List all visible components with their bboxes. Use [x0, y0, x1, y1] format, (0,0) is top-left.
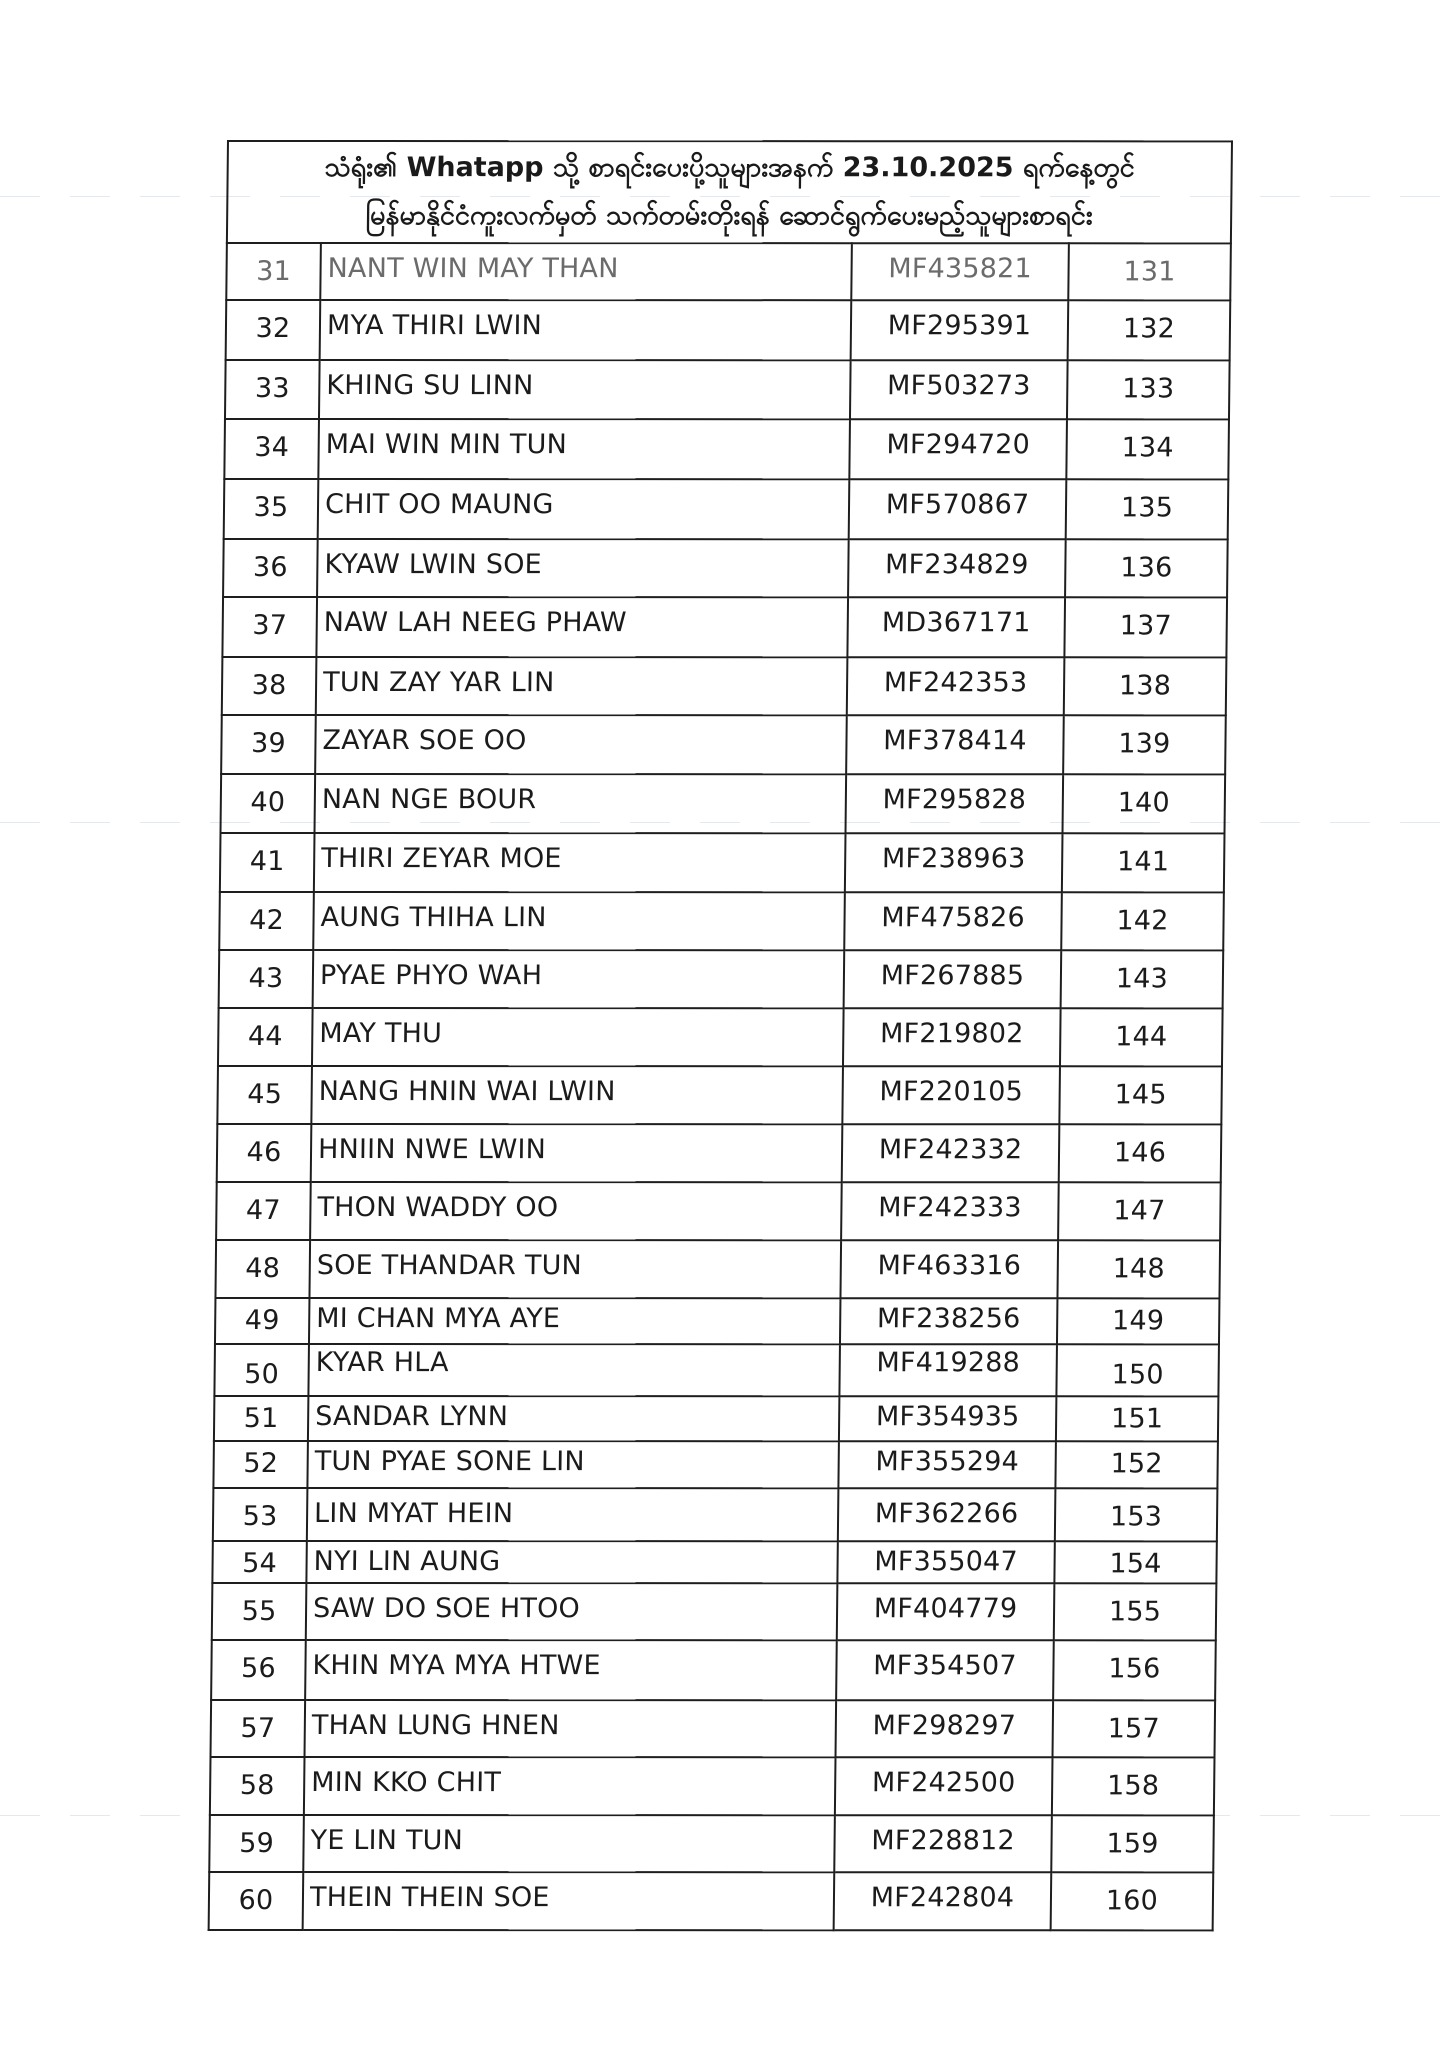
name-cell — [307, 1441, 839, 1488]
name-cell — [316, 657, 848, 715]
name-text: CHIT OO MAUNG — [324, 489, 554, 521]
passport-number-text: MF435821 — [888, 253, 1033, 285]
sequence-number-cell — [1059, 1124, 1222, 1182]
sequence-number-cell — [1067, 360, 1230, 419]
sequence-number-text: 150 — [1111, 1359, 1164, 1391]
table-row — [221, 715, 1226, 774]
name-text: MAI WIN MIN TUN — [325, 429, 568, 461]
name-text: NAW LAH NEEG PHAW — [323, 607, 627, 639]
row-number-cell — [215, 1240, 310, 1298]
row-number-cell — [211, 1640, 306, 1700]
passport-number-cell — [843, 1008, 1061, 1066]
table-row — [215, 1240, 1220, 1298]
row-number-text: 52 — [243, 1448, 279, 1480]
row-number-cell — [212, 1583, 307, 1640]
name-cell — [308, 1396, 839, 1441]
row-number-text: 42 — [248, 905, 285, 937]
sequence-number-cell — [1064, 597, 1227, 657]
name-text: THEIN THEIN SOE — [309, 1882, 550, 1914]
sequence-number-text: 156 — [1108, 1653, 1161, 1685]
sequence-number-text: 143 — [1115, 963, 1169, 995]
sequence-number-text: 142 — [1116, 905, 1169, 937]
table-row — [213, 1441, 1218, 1488]
passport-number-text: MF298297 — [872, 1710, 1017, 1742]
passport-number-cell — [842, 1124, 1060, 1182]
row-number-cell — [221, 715, 316, 774]
name-text: LIN MYAT HEIN — [313, 1498, 514, 1530]
sequence-number-cell — [1054, 1541, 1216, 1583]
sequence-number-text: 159 — [1106, 1828, 1159, 1860]
sequence-number-cell — [1054, 1583, 1217, 1640]
row-number-text: 55 — [241, 1596, 277, 1628]
passport-number-cell — [845, 833, 1063, 892]
name-text: AUNG THIHA LIN — [320, 902, 547, 934]
sequence-number-cell — [1052, 1757, 1215, 1815]
table-row — [212, 1541, 1216, 1583]
row-number-cell — [222, 657, 317, 715]
passport-number-cell — [838, 1441, 1056, 1488]
passport-number-text: MF354935 — [875, 1401, 1020, 1433]
sequence-number-cell — [1055, 1488, 1218, 1541]
row-number-text: 51 — [243, 1403, 279, 1435]
passport-number-text: MF267885 — [880, 960, 1025, 992]
title-line-1: သံရုံး၏ Whatapp သို့ စာရင်းပေးပို့သူများအနက် 23.10.2025 ရက်နေ့တွင် — [324, 152, 1135, 184]
sequence-number-cell — [1066, 479, 1229, 539]
sequence-number-cell — [1059, 1066, 1222, 1124]
passport-number-cell — [849, 419, 1067, 479]
passport-number-cell — [847, 657, 1065, 715]
passport-number-cell — [836, 1640, 1054, 1700]
name-cell — [306, 1541, 837, 1583]
sequence-number-cell — [1068, 300, 1231, 360]
passport-number-text: MF228812 — [871, 1825, 1016, 1857]
table-row — [224, 479, 1229, 539]
sequence-number-cell — [1051, 1872, 1214, 1930]
table-row — [219, 950, 1224, 1008]
table-row — [223, 539, 1228, 597]
name-cell — [304, 1757, 836, 1815]
passport-number-text: MF295828 — [882, 784, 1027, 816]
passport-number-cell — [839, 1344, 1057, 1396]
passport-number-text: MF220105 — [879, 1076, 1024, 1108]
passport-number-text: MF475826 — [881, 902, 1026, 934]
row-number-text: 50 — [244, 1359, 280, 1391]
row-number-cell — [209, 1815, 304, 1872]
row-number-cell — [213, 1441, 308, 1488]
roster-table-wrapper — [208, 140, 1229, 1931]
sequence-number-cell — [1062, 774, 1225, 833]
passport-number-text: MF234829 — [884, 549, 1029, 581]
passport-number-cell — [834, 1815, 1052, 1872]
name-cell — [320, 243, 852, 300]
passport-number-text: MF355294 — [875, 1446, 1020, 1478]
name-cell — [307, 1488, 839, 1541]
name-cell — [303, 1815, 835, 1872]
passport-number-text: MF362266 — [874, 1498, 1019, 1530]
row-number-text: 45 — [247, 1079, 283, 1111]
name-cell — [315, 774, 847, 833]
passport-number-text: MF242332 — [878, 1134, 1023, 1166]
name-text: KYAR HLA — [315, 1347, 449, 1379]
sequence-number-text: 155 — [1108, 1596, 1162, 1628]
sequence-number-text: 144 — [1115, 1021, 1168, 1053]
passport-number-text: MF242353 — [883, 667, 1028, 699]
passport-number-cell — [834, 1872, 1052, 1930]
passport-number-cell — [835, 1700, 1053, 1757]
sequence-number-text: 140 — [1117, 787, 1171, 819]
row-number-cell — [222, 597, 317, 657]
row-number-text: 58 — [239, 1770, 275, 1802]
row-number-text: 35 — [253, 492, 289, 524]
row-number-text: 44 — [247, 1021, 283, 1053]
sequence-number-cell — [1053, 1640, 1216, 1700]
sequence-number-text: 157 — [1107, 1713, 1161, 1745]
sequence-number-cell — [1063, 715, 1226, 774]
table-title-row — [227, 141, 1232, 243]
passport-number-cell — [850, 360, 1068, 419]
row-number-cell — [226, 300, 321, 360]
passport-number-text: MF419288 — [876, 1347, 1021, 1379]
name-text: THIRI ZEYAR MOE — [321, 843, 562, 875]
sequence-number-cell — [1060, 1008, 1223, 1066]
sequence-number-text: 137 — [1119, 610, 1172, 642]
name-text: MAY THU — [319, 1018, 443, 1050]
table-row — [217, 1066, 1222, 1124]
passport-number-text: MF242804 — [870, 1882, 1015, 1914]
table-row — [209, 1872, 1214, 1930]
sequence-number-cell — [1065, 539, 1228, 597]
name-cell — [319, 360, 851, 419]
sequence-number-cell — [1056, 1396, 1218, 1441]
passport-number-text: MF242500 — [871, 1767, 1016, 1799]
row-number-text: 48 — [245, 1253, 281, 1285]
row-number-cell — [210, 1757, 305, 1815]
sequence-number-text: 141 — [1116, 846, 1170, 878]
sequence-number-text: 138 — [1118, 670, 1172, 702]
passport-number-cell — [847, 597, 1065, 657]
passport-number-text: MF354507 — [873, 1650, 1017, 1682]
table-row — [217, 1124, 1222, 1182]
row-number-cell — [214, 1396, 308, 1441]
row-number-cell — [214, 1344, 309, 1396]
sequence-number-text: 154 — [1109, 1548, 1162, 1580]
passport-number-cell — [851, 300, 1069, 360]
table-row — [226, 300, 1231, 360]
name-text: PYAE PHYO WAH — [319, 960, 543, 992]
table-row — [214, 1344, 1219, 1396]
row-number-text: 34 — [254, 432, 290, 464]
name-text: NYI LIN AUNG — [313, 1546, 501, 1578]
table-row — [218, 1008, 1223, 1066]
row-number-text: 54 — [242, 1548, 278, 1580]
sequence-number-cell — [1056, 1344, 1219, 1396]
name-text: NANT WIN MAY THAN — [327, 253, 619, 285]
passport-number-cell — [840, 1298, 1057, 1344]
row-number-text: 40 — [250, 787, 286, 819]
sequence-number-cell — [1068, 243, 1231, 300]
name-text: KHIN MYA MYA HTWE — [312, 1650, 601, 1682]
row-number-cell — [215, 1298, 309, 1344]
sequence-number-cell — [1057, 1240, 1220, 1298]
row-number-text: 37 — [252, 610, 288, 642]
name-text: SOE THANDAR TUN — [316, 1250, 583, 1282]
name-text: SANDAR LYNN — [315, 1401, 509, 1433]
passport-number-text: MF295391 — [887, 310, 1032, 342]
passport-number-cell — [845, 774, 1063, 833]
passport-number-cell — [844, 950, 1062, 1008]
passport-number-text: MF570867 — [885, 489, 1030, 521]
sequence-number-cell — [1052, 1700, 1215, 1757]
passport-number-cell — [837, 1541, 1054, 1583]
name-cell — [313, 892, 845, 950]
table-row — [226, 243, 1231, 300]
name-text: ZAYAR SOE OO — [322, 725, 527, 757]
name-text: TUN ZAY YAR LIN — [322, 667, 555, 699]
sequence-number-text: 139 — [1118, 728, 1171, 760]
name-cell — [308, 1344, 840, 1396]
passport-number-cell — [837, 1583, 1055, 1640]
row-number-cell — [224, 419, 319, 479]
passport-number-cell — [841, 1182, 1059, 1240]
sequence-number-cell — [1051, 1815, 1214, 1872]
table-row — [215, 1298, 1219, 1344]
row-number-text: 38 — [251, 670, 287, 702]
table-row — [220, 833, 1225, 892]
row-number-text: 47 — [245, 1195, 281, 1227]
passport-number-text: MF238256 — [876, 1303, 1021, 1335]
row-number-cell — [212, 1541, 306, 1583]
passport-number-text: MF294720 — [886, 429, 1031, 461]
sequence-number-text: 136 — [1120, 552, 1173, 584]
name-cell — [305, 1640, 837, 1700]
passport-number-cell — [839, 1396, 1056, 1441]
name-cell — [310, 1182, 842, 1240]
passport-number-cell — [844, 892, 1062, 950]
sequence-number-cell — [1058, 1182, 1221, 1240]
name-cell — [309, 1240, 841, 1298]
name-cell — [317, 539, 849, 597]
row-number-cell — [211, 1700, 306, 1757]
row-number-cell — [223, 539, 318, 597]
name-text: KYAW LWIN SOE — [324, 549, 543, 581]
name-cell — [318, 479, 850, 539]
row-number-text: 57 — [240, 1713, 276, 1745]
name-cell — [315, 715, 847, 774]
name-text: NAN NGE BOUR — [321, 784, 537, 816]
table-row — [224, 419, 1229, 479]
passport-number-text: MF378414 — [883, 725, 1027, 757]
table-row — [209, 1815, 1214, 1872]
passport-number-cell — [848, 539, 1066, 597]
name-cell — [312, 1008, 844, 1066]
row-number-text: 41 — [249, 846, 285, 878]
row-number-cell — [213, 1488, 308, 1541]
row-number-text: 49 — [244, 1305, 280, 1337]
sequence-number-text: 151 — [1110, 1403, 1164, 1435]
name-cell — [313, 950, 845, 1008]
passport-number-text: MF242333 — [878, 1192, 1022, 1224]
table-row — [221, 774, 1226, 833]
row-number-text: 46 — [246, 1137, 282, 1169]
passport-number-text: MF355047 — [874, 1546, 1019, 1578]
row-number-cell — [221, 774, 316, 833]
row-number-cell — [226, 243, 321, 300]
row-number-cell — [218, 1008, 313, 1066]
row-number-text: 32 — [255, 313, 291, 345]
passport-renewal-roster-table — [208, 140, 1233, 1931]
table-row — [216, 1182, 1221, 1240]
name-cell — [306, 1583, 838, 1640]
row-number-text: 60 — [238, 1885, 274, 1917]
passport-number-cell — [851, 243, 1069, 300]
name-text: THON WADDY OO — [317, 1192, 559, 1224]
sequence-number-cell — [1062, 833, 1225, 892]
sequence-number-text: 153 — [1109, 1501, 1163, 1533]
passport-number-cell — [846, 715, 1064, 774]
row-number-text: 59 — [239, 1828, 275, 1860]
row-number-text: 33 — [254, 373, 290, 405]
row-number-text: 53 — [242, 1501, 278, 1533]
sequence-number-text: 158 — [1106, 1770, 1160, 1802]
row-number-cell — [220, 833, 315, 892]
sequence-number-text: 148 — [1112, 1253, 1166, 1285]
sequence-number-cell — [1061, 950, 1224, 1008]
table-row — [222, 657, 1227, 715]
sequence-number-text: 152 — [1110, 1448, 1163, 1480]
name-text: NANG HNIN WAI LWIN — [318, 1076, 616, 1108]
sequence-number-text: 149 — [1111, 1305, 1165, 1337]
row-number-text: 36 — [252, 552, 288, 584]
row-number-cell — [219, 950, 314, 1008]
table-row — [225, 360, 1230, 419]
name-cell — [311, 1124, 843, 1182]
passport-number-text: MF219802 — [879, 1018, 1024, 1050]
passport-number-text: MF463316 — [877, 1250, 1022, 1282]
name-cell — [311, 1066, 843, 1124]
table-row — [211, 1700, 1216, 1757]
row-number-text: 31 — [256, 256, 292, 288]
name-text: HNIIN NWE LWIN — [317, 1134, 547, 1166]
name-text: MI CHAN MYA AYE — [316, 1303, 561, 1335]
passport-number-text: MD367171 — [881, 607, 1031, 639]
table-row — [214, 1396, 1218, 1441]
table-row — [222, 597, 1227, 657]
sequence-number-text: 146 — [1113, 1137, 1167, 1169]
table-title — [227, 141, 1232, 243]
sequence-number-cell — [1057, 1298, 1219, 1344]
name-cell — [305, 1700, 837, 1757]
name-cell — [318, 419, 850, 479]
passport-number-cell — [835, 1757, 1053, 1815]
row-number-cell — [225, 360, 320, 419]
passport-number-cell — [840, 1240, 1058, 1298]
sequence-number-cell — [1064, 657, 1227, 715]
row-number-text: 39 — [250, 728, 287, 760]
table-row — [211, 1640, 1216, 1700]
name-cell — [316, 597, 848, 657]
row-number-cell — [219, 892, 314, 950]
name-cell — [320, 300, 852, 360]
passport-number-cell — [849, 479, 1067, 539]
row-number-cell — [216, 1182, 311, 1240]
passport-number-text: MF238963 — [881, 843, 1026, 875]
name-text: MYA THIRI LWIN — [326, 310, 543, 342]
row-number-cell — [217, 1066, 312, 1124]
row-number-cell — [224, 479, 319, 539]
sequence-number-text: 131 — [1123, 256, 1176, 288]
sequence-number-text: 147 — [1113, 1195, 1166, 1227]
table-row — [213, 1488, 1218, 1541]
sequence-number-cell — [1066, 419, 1229, 479]
name-cell — [303, 1872, 835, 1930]
sequence-number-cell — [1055, 1441, 1218, 1488]
table-row — [210, 1757, 1215, 1815]
sequence-number-text: 132 — [1122, 313, 1176, 345]
name-cell — [309, 1298, 840, 1344]
passport-number-text: MF503273 — [886, 370, 1031, 402]
name-text: YE LIN TUN — [310, 1825, 464, 1857]
name-text: THAN LUNG HNEN — [311, 1710, 560, 1742]
row-number-cell — [209, 1872, 304, 1930]
table-row — [212, 1583, 1217, 1640]
sequence-number-text: 160 — [1105, 1885, 1159, 1917]
sequence-number-text: 135 — [1120, 492, 1174, 524]
name-text: MIN KKO CHIT — [311, 1767, 502, 1799]
sequence-number-cell — [1061, 892, 1224, 950]
sequence-number-text: 133 — [1122, 373, 1175, 405]
table-row — [219, 892, 1224, 950]
name-cell — [314, 833, 846, 892]
sequence-number-text: 134 — [1121, 432, 1174, 464]
passport-number-cell — [838, 1488, 1056, 1541]
passport-number-cell — [842, 1066, 1060, 1124]
name-text: SAW DO SOE HTOO — [312, 1593, 581, 1625]
row-number-cell — [217, 1124, 312, 1182]
row-number-text: 43 — [248, 963, 284, 995]
row-number-text: 56 — [240, 1653, 277, 1685]
sequence-number-text: 145 — [1114, 1079, 1167, 1111]
name-text: KHING SU LINN — [326, 370, 534, 402]
passport-number-text: MF404779 — [873, 1593, 1018, 1625]
title-line-2: မြန်မာနိုင်ငံကူးလက်မှတ် သက်တမ်းတိုးရန် ဆောင်ရွက်ပေးမည့်သူများစာရင်း — [365, 200, 1093, 232]
name-text: TUN PYAE SONE LIN — [314, 1446, 585, 1478]
